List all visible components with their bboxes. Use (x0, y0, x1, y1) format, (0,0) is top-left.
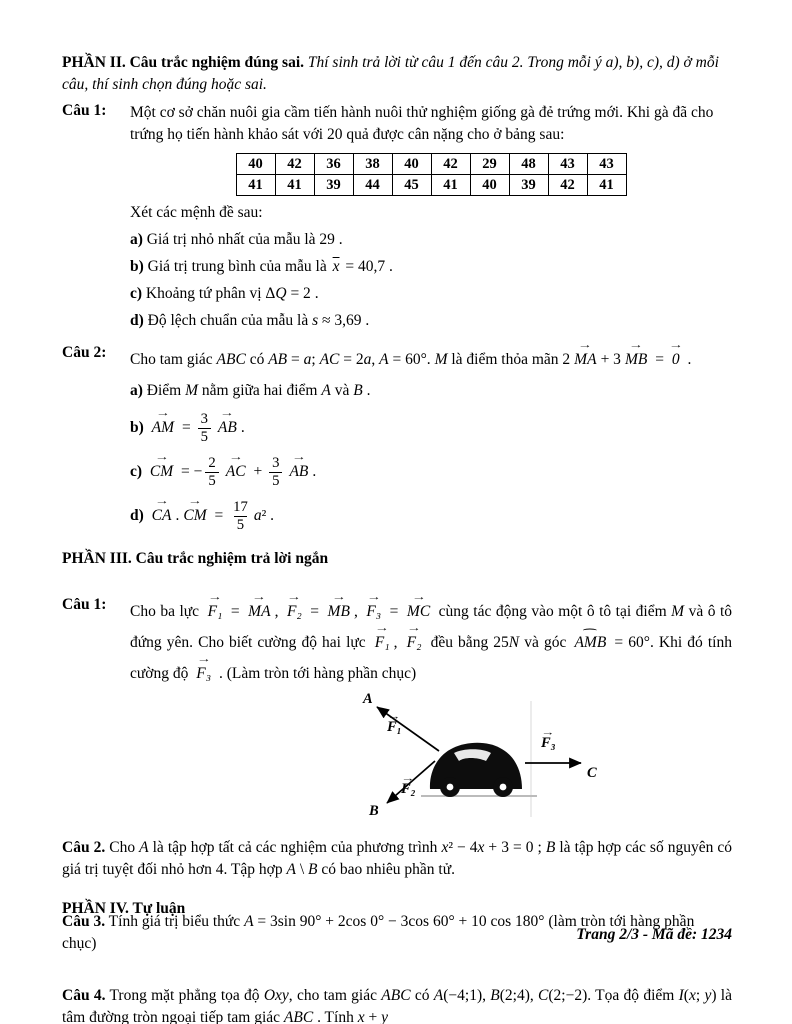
angle-hat: ⌢ AMB (574, 627, 606, 658)
point-C-label: C (587, 764, 597, 781)
vector: → F₂ (287, 596, 302, 627)
text-segment: + 3 (600, 351, 621, 368)
bold-label: Câu 4. (62, 986, 106, 1004)
text-segment: B (545, 838, 556, 856)
text-segment: ABC (216, 351, 246, 368)
q1-consider: Xét các mệnh đề sau: (130, 204, 263, 221)
table-cell: 42 (548, 175, 587, 196)
text-segment: 29 (319, 231, 335, 248)
table-cell: 41 (587, 175, 626, 196)
text-segment: Giá trị nhỏ nhất của mẫu là (146, 231, 320, 248)
text-segment: , (393, 633, 403, 651)
text-segment: \ (295, 860, 309, 878)
text-segment: M (185, 382, 199, 399)
vector: → F₁ (375, 627, 390, 658)
vector: → 0 (672, 344, 680, 375)
text-segment: 2 (562, 351, 571, 368)
text-segment: . Tính (313, 1008, 358, 1024)
table-cell: 39 (509, 175, 548, 196)
text-segment: (2;−2) (548, 986, 588, 1004)
text-segment: Độ lệch chuẩn của mẫu là (147, 312, 313, 329)
text-segment: = 2 (286, 285, 311, 302)
text-segment: ) (711, 986, 717, 1004)
text-segment: . (362, 382, 371, 399)
force-F1-label: → F₁ (387, 719, 402, 736)
table-cell: 41 (236, 175, 275, 196)
table-cell: 44 (353, 175, 392, 196)
q2-statement-b (130, 411, 732, 446)
point-B-label: B (369, 802, 379, 819)
q2-label: Câu 2: (62, 344, 107, 361)
text-segment: có (245, 351, 269, 368)
fraction-numerator: 3 (272, 454, 280, 471)
table-cell: 43 (548, 154, 587, 175)
text-segment: A (433, 986, 444, 1004)
part3-question-4 (62, 985, 732, 1024)
text-segment: Điểm (146, 382, 186, 399)
q1-statement-a (130, 229, 732, 251)
text-segment: (làm tròn tới hàng phần chục) (62, 912, 695, 952)
text-segment: = (210, 506, 228, 524)
text-segment: Cho ba lực (130, 602, 204, 620)
text-segment: . (Làm tròn tới hàng phần chục) (215, 664, 417, 682)
force-F2-label: → F₂ (401, 781, 416, 798)
part3-heading: PHẦN III. Câu trắc nghiệm trả lời ngắn (62, 549, 329, 567)
table-cell: 41 (275, 175, 314, 196)
text-segment: = (305, 602, 324, 620)
car-forces-figure (335, 690, 605, 823)
text-segment: Giá trị trung bình của mẫu là (147, 258, 331, 275)
vector: → AC (226, 456, 246, 489)
vector: → AB (218, 412, 237, 445)
text-segment: A (139, 838, 149, 856)
text-segment: C (538, 986, 549, 1004)
table-cell: 40 (236, 154, 275, 175)
text-segment: A (244, 912, 254, 930)
text-segment: và góc (519, 633, 572, 651)
q2-statement-a (130, 380, 732, 402)
text-segment: ² (261, 506, 267, 524)
text-segment: ( (683, 986, 689, 1004)
text-segment: = (226, 602, 245, 620)
text-segment: B (490, 986, 500, 1004)
text-segment: = 60°. (388, 351, 431, 368)
text-segment: = − (177, 462, 203, 480)
text-segment: = 40,7 (341, 258, 386, 275)
vector: → AM (152, 412, 174, 445)
table-cell: 45 (392, 175, 431, 196)
fraction-numerator: 17 (233, 498, 248, 515)
table-cell: 48 (509, 154, 548, 175)
text-segment: x (477, 838, 485, 856)
text-segment: Q (275, 285, 287, 302)
text-segment: . Tọa độ điểm (587, 986, 679, 1004)
text-segment: + 3 = 0 (484, 838, 534, 856)
vector: → MB (328, 596, 350, 627)
text-segment: nằm giữa hai điểm (198, 382, 322, 399)
page-footer: Trang 2/3 - Mã đề: 1234 (576, 926, 732, 943)
q2-intro (130, 344, 732, 375)
text-segment: s (312, 312, 319, 329)
p3-q1-body (130, 596, 732, 827)
table-row (236, 154, 626, 175)
text-segment: 25 (493, 633, 509, 651)
text-segment: ; (311, 351, 320, 368)
text-segment: a (253, 506, 262, 524)
text-segment: Oxy (263, 986, 289, 1004)
text-segment: Tính giá trị biểu thức (105, 912, 245, 930)
bold-label: b) (130, 418, 148, 436)
text-segment: ; (533, 838, 546, 856)
text-segment: + (249, 462, 267, 480)
fraction (205, 455, 218, 490)
text-segment: . Khi đó tính cường độ (130, 633, 732, 682)
bold-label: b) (130, 258, 148, 275)
text-segment: a (363, 351, 372, 368)
text-segment: , (353, 602, 363, 620)
vector: → F₁ (208, 596, 223, 627)
text-segment: A (379, 351, 389, 368)
bold-label: c) (130, 285, 146, 302)
fraction-denominator: 5 (234, 516, 247, 534)
text-segment: là điểm thỏa mãn (447, 351, 563, 368)
text-segment: = (287, 351, 304, 368)
fraction-denominator: 5 (205, 472, 218, 490)
bold-label: Câu 3. (62, 912, 106, 930)
part2-title: PHẦN II. Câu trắc nghiệm đúng sai. (62, 54, 308, 71)
text-segment: , (371, 351, 380, 368)
text-segment: B (308, 860, 318, 878)
fraction-numerator: 3 (200, 411, 208, 427)
text-segment: x (688, 986, 696, 1004)
text-segment: AB (268, 351, 288, 368)
bold-label: d) (130, 312, 148, 329)
text-segment: , (274, 602, 283, 620)
text-segment: và (330, 382, 354, 399)
text-segment: Khoảng tứ phân vị (145, 285, 266, 302)
q1-statement-d (130, 310, 732, 332)
fraction-denominator: 5 (198, 428, 211, 446)
part3-question-1 (62, 596, 732, 827)
q1-intro: Một cơ sở chăn nuôi gia cầm tiến hành nuôi thử nghiệm giống gà đẻ trứng mới. Khi gà đã cho trứng họ tiến hành khảo sát với 20 quả được cân nặng cho ở bảng sau: (130, 104, 714, 143)
table-cell: 39 (314, 175, 353, 196)
q2-body (130, 344, 732, 534)
text-segment: là tập hợp tất cả các nghiệm của phương trình (148, 838, 442, 856)
text-segment: = 3sin 90° + 2cos 0° − 3cos 60° + 10 cos 180° (253, 912, 545, 930)
part4-heading: PHẦN IV. Tự luận (62, 900, 186, 917)
text-segment: . (310, 285, 319, 302)
vector: → CA (152, 500, 172, 533)
text-segment: Trong mặt phẳng tọa độ (105, 986, 264, 1004)
text-segment: = (178, 418, 195, 436)
text-segment: ² − 4 (448, 838, 478, 856)
text-segment: N (508, 633, 520, 651)
text-segment: . (361, 312, 370, 329)
text-segment: và ô tô đứng yên. Cho biết cường độ hai lực (130, 602, 733, 651)
text-segment: đều bằng (425, 633, 494, 651)
bold-label: Câu 2. (62, 838, 106, 856)
text-segment: . (175, 506, 180, 524)
fraction-numerator: 2 (208, 454, 216, 471)
text-segment: . (683, 351, 692, 368)
wheel-hub-rear (500, 783, 507, 790)
text-segment: y (704, 986, 712, 1004)
weights-table (236, 153, 627, 196)
vector: → F₃ (196, 658, 211, 689)
part2-question-2 (62, 344, 732, 534)
text-segment: = (385, 602, 403, 620)
text-segment: ; (695, 986, 705, 1004)
table-row (236, 175, 626, 196)
bold-label: d) (130, 506, 148, 524)
text-segment: I (678, 986, 684, 1004)
text-segment: = 2 (339, 351, 364, 368)
part2-question-1 (62, 102, 732, 332)
text-segment: ABC (381, 986, 411, 1004)
table-cell: 40 (392, 154, 431, 175)
table-cell: 29 (470, 154, 509, 175)
text-segment: + (364, 1008, 382, 1024)
text-segment: y (381, 1008, 388, 1024)
vector: → MA (248, 596, 270, 627)
text-segment: có bao nhiêu phần tử. (317, 860, 456, 878)
text-segment: AC (319, 351, 340, 368)
table-cell: 42 (275, 154, 314, 175)
text-segment: . (240, 418, 245, 436)
text-segment: x (441, 838, 449, 856)
text-segment: B (353, 382, 363, 399)
q1-statement-c (130, 283, 732, 305)
force-F3-label: → F₃ (541, 735, 556, 752)
text-segment: là tâm đường tròn ngoại tiếp tam giác (62, 986, 732, 1024)
vector: → F₃ (366, 596, 381, 627)
text-segment: M (434, 351, 448, 368)
part2-subtitle: Thí sinh trả lời từ câu 1 đến câu 2. Trong mỗi ý a), b), c), d) ở mỗi câu, thí sinh chọn đúng hoặc sai. (62, 54, 719, 93)
text-segment: , cho tam giác (288, 986, 382, 1004)
wheel-hub-front (447, 783, 454, 790)
text-segment: Cho (105, 838, 140, 856)
q1-body (130, 102, 732, 332)
point-A-label: A (363, 690, 373, 707)
text-segment: = (651, 351, 668, 368)
q1-label: Câu 1: (62, 102, 107, 119)
vector: → MC (407, 596, 430, 627)
text-segment: . (385, 258, 393, 275)
text-segment: Δ (265, 285, 276, 302)
bold-label: a) (130, 231, 147, 248)
q2-statement-c (130, 455, 732, 490)
p3-q1-label: Câu 1: (62, 595, 107, 613)
text-segment: có (410, 986, 434, 1004)
table-cell: 38 (353, 154, 392, 175)
table-cell: 40 (470, 175, 509, 196)
fraction-denominator: 5 (269, 472, 282, 490)
text-segment: ABC (283, 1008, 314, 1024)
bold-label: c) (130, 462, 146, 480)
text-segment: cùng tác động vào một ô tô tại điểm (434, 602, 672, 620)
table-cell: 41 (431, 175, 470, 196)
vector: → MB (625, 344, 647, 375)
vector: → MA (574, 344, 596, 375)
bold-label: a) (130, 382, 147, 399)
mean-bar: $\overline{x}$ (332, 258, 340, 275)
text-segment: (2;4), (499, 986, 539, 1004)
p3-q1-text (130, 596, 732, 689)
fraction (198, 411, 211, 446)
table-cell: 43 (587, 154, 626, 175)
text-segment: M (671, 602, 685, 620)
text-segment: . (334, 231, 343, 248)
text-segment: . (266, 506, 274, 524)
part3-question-2 (62, 837, 732, 881)
text-segment: x (357, 1008, 365, 1024)
text-segment: Cho tam giác (130, 351, 217, 368)
fraction (269, 455, 282, 490)
table-cell: 36 (314, 154, 353, 175)
text-segment: ≈ 3,69 (318, 312, 362, 329)
vector: → CM (150, 456, 173, 489)
text-segment: là tập hợp các số nguyên có giá trị tuyệt đối nhỏ hơn 4. Tập hợp (62, 838, 732, 878)
table-cell: 42 (431, 154, 470, 175)
text-segment: A (321, 382, 331, 399)
fraction (230, 499, 251, 534)
part2-heading (62, 52, 732, 96)
vector: → AB (289, 456, 308, 489)
text-segment: (−4;1), (443, 986, 491, 1004)
vector: → F₂ (407, 627, 422, 658)
text-segment: a (303, 351, 312, 368)
vector: → CM (183, 500, 206, 533)
text-segment: A (286, 860, 296, 878)
text-segment: = 60° (609, 633, 650, 651)
q2-statement-d (130, 499, 732, 534)
text-segment: . (312, 462, 317, 480)
q1-statement-b (130, 256, 732, 278)
